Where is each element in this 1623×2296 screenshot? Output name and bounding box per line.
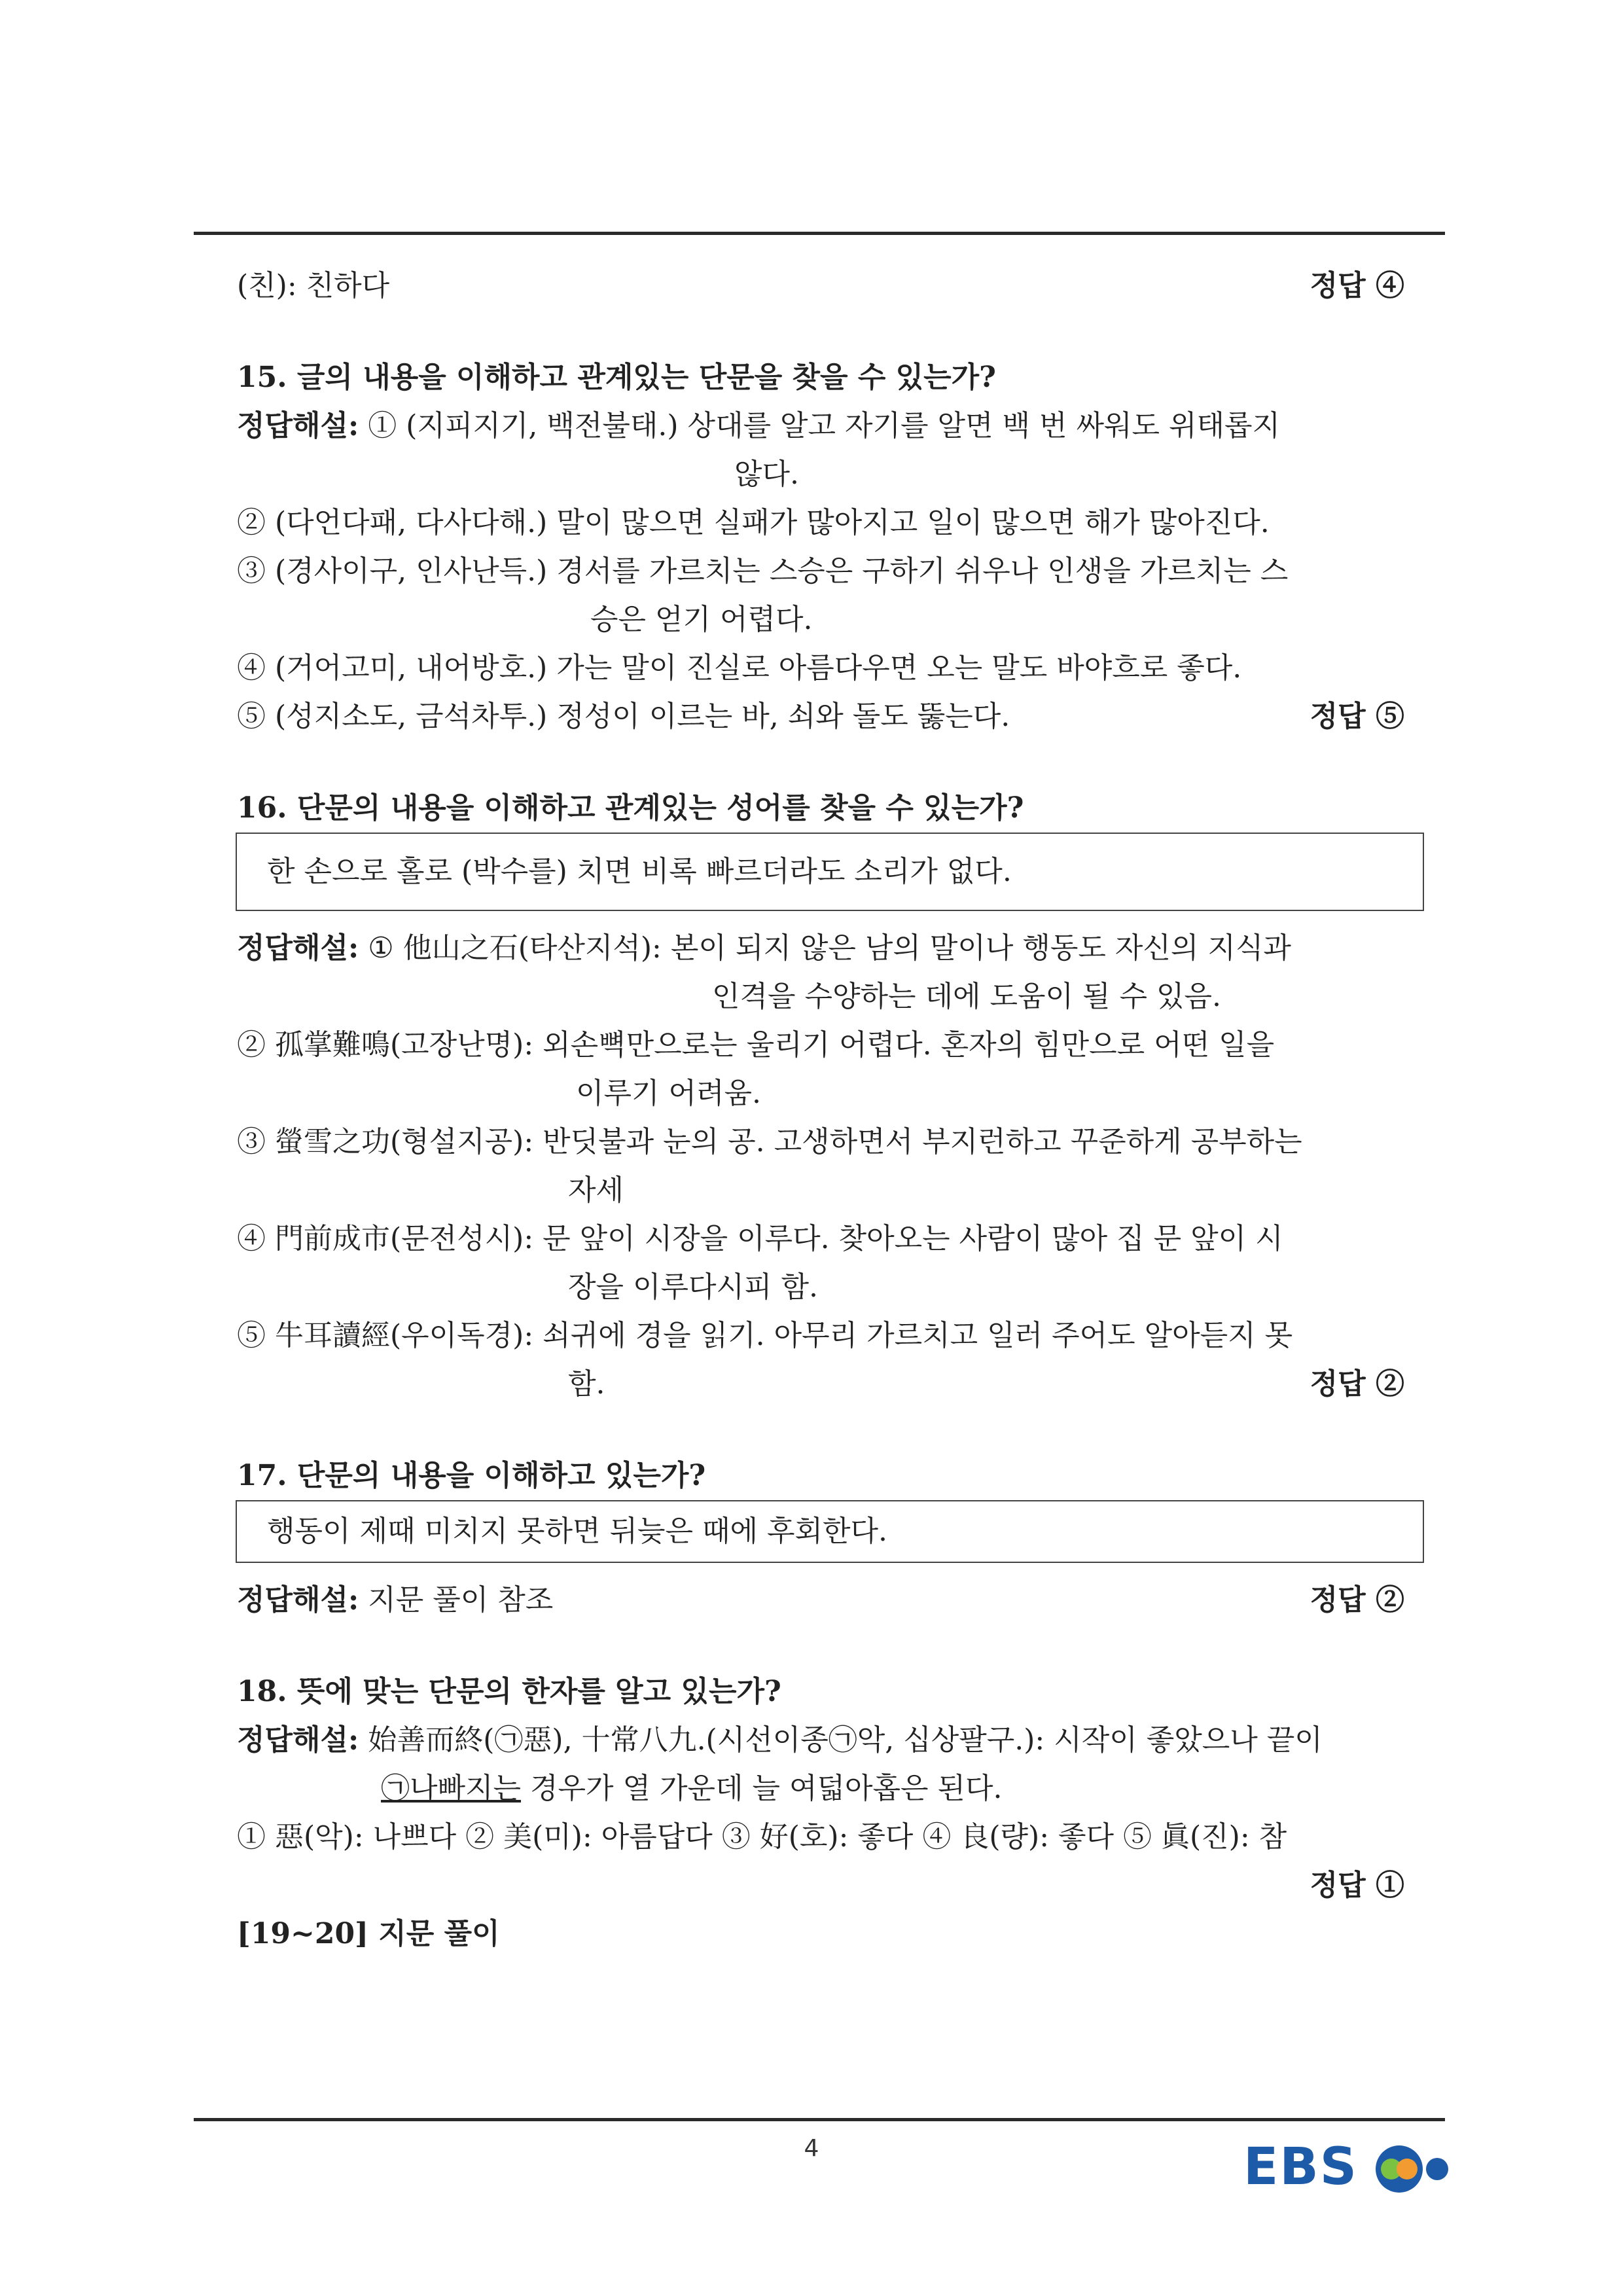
q15-explain-4: ④ (거어고미, 내어방호.) 가는 말이 진실로 아름다우면 오는 말도 바야흐로 좋다.	[237, 651, 1242, 685]
q16-explain-3: ③ 螢雪之功(형설지공): 반딧불과 눈의 공. 고생하면서 부지런하고 꾸준하게 공부하는	[237, 1125, 1302, 1158]
explain-label: 정답해설:	[237, 409, 359, 442]
q17-explain-1: 정답해설: 지문 풀이 참조 정답 ②	[237, 1576, 1415, 1624]
q16-passage-box: 한 손으로 홀로 (박수를) 치면 비록 빠르더라도 소리가 없다.	[236, 833, 1424, 911]
q15-title: 15. 글의 내용을 이해하고 관계있는 단문을 찾을 수 있는가?	[237, 361, 996, 394]
q16-explain-3b: 자세	[568, 1174, 624, 1207]
q16-answer: 정답 ②	[1310, 1367, 1404, 1401]
q16-explain-5: ⑤ 牛耳讀經(우이독경): 쇠귀에 경을 읽기. 아무리 가르치고 일러 주어도 알아듣지 못	[237, 1319, 1293, 1352]
section-heading: [19~20] 지문 풀이	[237, 1917, 500, 1950]
prev-answer-text: (친): 친하다	[237, 269, 390, 302]
q18-title: 18. 뜻에 맞는 단문의 한자를 알고 있는가?	[237, 1675, 781, 1708]
q15-explain-3b: 승은 얻기 어렵다.	[590, 603, 813, 636]
ebs-logo-text: EBS	[1243, 2138, 1358, 2197]
q16-title: 16. 단문의 내용을 이해하고 관계있는 성어를 찾을 수 있는가?	[237, 791, 1024, 825]
page-body	[237, 262, 1415, 1958]
q18-answer-line	[237, 1861, 1415, 1910]
q16-explain-4: ④ 門前成市(문전성시): 문 앞이 시장을 이루다. 찾아오는 사람이 많아 집 문 앞이 시	[237, 1222, 1283, 1255]
q17-title: 17. 단문의 내용을 이해하고 있는가?	[237, 1459, 706, 1492]
q18-explain-1b: ㉠나빠지는 경우가 열 가운데 늘 여덟아홉은 된다.	[381, 1772, 1003, 1805]
q16-explain-5b: 함. 정답 ②	[237, 1360, 1415, 1408]
footer-rule	[194, 2118, 1445, 2121]
q15-answer: 정답 ⑤	[1310, 700, 1404, 733]
prev-answer: 정답 ④	[1310, 269, 1404, 302]
q16-explain-1b: 인격을 수양하는 데에 도움이 될 수 있음.	[712, 980, 1221, 1013]
ebs-logo-mark	[1243, 2132, 1466, 2211]
q15-explain-3: ③ (경사이구, 인사난득.) 경서를 가르치는 스승은 구하기 쉬우나 인생을 가르치는 스	[237, 554, 1289, 588]
q18-explain-2: ① 惡(악): 나쁘다 ② 美(미): 아름답다 ③ 好(호): 좋다 ④ 良(량): 좋다 ⑤ 眞(진): 참	[237, 1820, 1287, 1854]
explain-label: 정답해설:	[237, 1723, 359, 1757]
header-rule	[194, 232, 1445, 235]
q17-answer: 정답 ②	[1310, 1583, 1404, 1617]
q15-explain-1b: 않다.	[734, 457, 799, 491]
q18-explain-1: 정답해설: 始善而終(㉠惡), 十常八九.(시선이종㉠악, 십상팔구.): 시작이 좋았으나 끝이	[237, 1723, 1323, 1757]
q16-explain-2b: 이루기 어려움.	[576, 1077, 761, 1110]
prev-answer-line	[237, 262, 1415, 310]
q17-passage-box: 행동이 제때 미치지 못하면 뒤늦은 때에 후회한다.	[236, 1500, 1424, 1563]
explain-label: 정답해설:	[237, 1583, 359, 1617]
q15-explain-5: ⑤ (성지소도, 금석차투.) 정성이 이르는 바, 쇠와 돌도 뚫는다. 정답 ⑤	[237, 692, 1415, 741]
page-number: 4	[804, 2135, 819, 2162]
ebs-logo	[1243, 2132, 1466, 2211]
q18-answer: 정답 ①	[1310, 1869, 1404, 1902]
q16-explain-2: ② 孤掌難鳴(고장난명): 외손뼉만으로는 울리기 어렵다. 혼자의 힘만으로 어떤 일을	[237, 1028, 1275, 1062]
q15-explain-1: 정답해설: ① (지피지기, 백전불태.) 상대를 알고 자기를 알면 백 번 싸워도 위태롭지	[237, 409, 1281, 442]
q16-explain-4b: 장을 이루다시피 함.	[568, 1270, 818, 1304]
q16-explain-1: 정답해설: ① 他山之石(타산지석): 본이 되지 않은 남의 말이나 행동도 자신의 지식과	[237, 931, 1291, 965]
q15-explain-2: ② (다언다패, 다사다해.) 말이 많으면 실패가 많아지고 일이 많으면 해가 많아진다.	[237, 506, 1270, 539]
explain-label: 정답해설:	[237, 931, 359, 965]
